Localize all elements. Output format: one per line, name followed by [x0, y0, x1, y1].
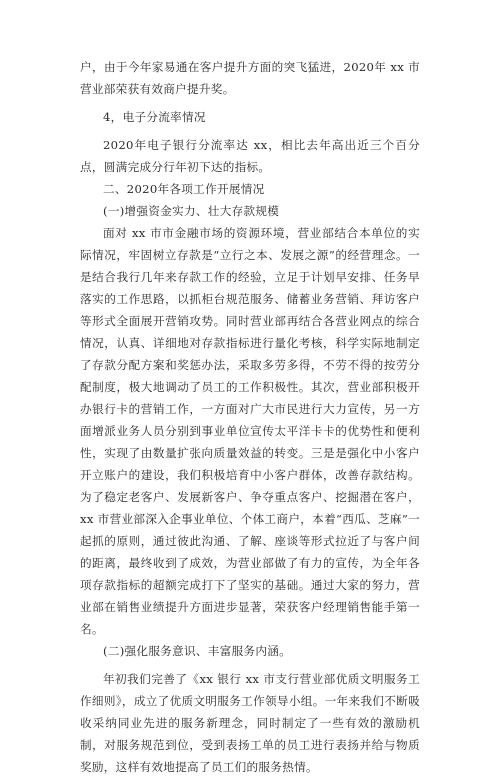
subsection-heading-deposits: (一)增强资金实力、壮大存款规模: [103, 204, 280, 218]
paragraph-service: 年初我们完善了《xx 银行 xx 市支行营业部优质文明服务工作细则》，成立了优质文明服务工作领导小组。一年来我们不断吸收采纳同业先进的服务新理念，同时制定了一些有效的激励机制，对服务规范到位，受到表扬工单的员工进行表扬并给与物质奖励，这样有效地提高了员工们的服务热情。: [80, 672, 420, 774]
paragraph-deposits: 面对 xx 市市金融市场的资源环境，营业部结合本单位的实际情况，牢固树立存款是“立行之本、发展之源”的经营理念。一是结合我行几年来存款工作的经验，立足于计划早安排、任务早落实的工作思路，以抓柜台规范服务、储蓄业务营销、拜访客户等形式全面展开营销攻势。同时营业部再结合各营业网点的综合情况，认真、详细地对存款指标进行量化考核，科学实际地制定了存款分配方案和奖惩办法，采取多劳多得，不劳不得的按劳分配制度，极大地调动了员工的工作积极性。其次，营业部积极开办银行卡的营销工作，一方面对广大市民进行大力宣传，另一方面增派业务人员分别到事业单位宣传太平洋卡卡的优势性和便利性，实现了由数量扩张向质量效益的转变。三是是强化中小客户开立账户的建设，我们积极培育中小客户群体，改善存款结构。为了稳定老客户、发展新客户、争夺重点客户、挖掘潜在客户，xx 市营业部深入企事业单位、个体工商户，本着“西瓜、芝麻”一起抓的原则，通过彼此沟通、了解、座谈等形式拉近了与客户间的距离，最终收到了成效，为营业部做了有力的宣传，为全年各项存款指标的超额完成打下了坚实的基础。通过大家的努力，营业部在销售业绩提升方面进步显著，荣获客户经理销售能手第一名。: [80, 226, 420, 636]
paragraph-continuation: 户，由于今年家易通在客户提升方面的突飞猛进，2020年 xx 市营业部荣获有效商户提升奖。: [80, 60, 420, 96]
paragraph-e-banking: 2020年电子银行分流率达 xx，相比去年高出近三个百分点，圆满完成分行年初下达的指标。: [80, 138, 420, 174]
subsection-heading-e-banking: 4，电子分流率情况: [103, 110, 206, 124]
subsection-heading-service: (二)强化服务意识、丰富服务内涵。: [103, 644, 292, 658]
document-body: [80, 56, 420, 778]
section-heading-2020-work: 二、2020年各项工作开展情况: [103, 182, 265, 196]
